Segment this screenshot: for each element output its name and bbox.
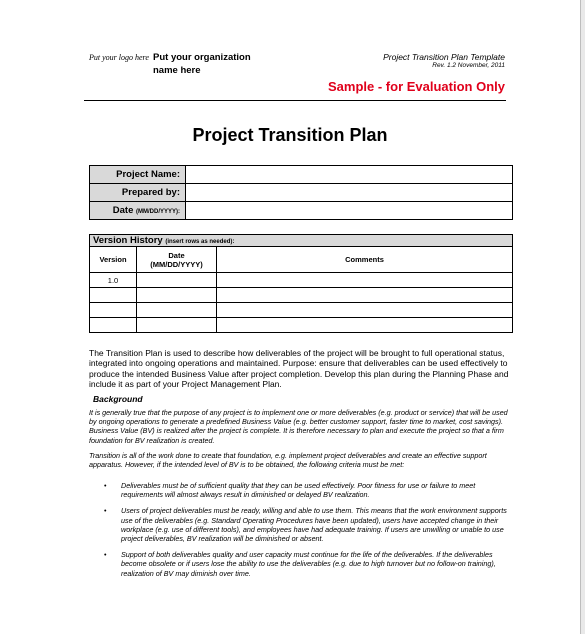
project-name-label: Project Name: <box>90 166 186 184</box>
column-header-comments: Comments <box>217 247 513 273</box>
version-history-heading-cell <box>90 235 513 247</box>
header-rule <box>84 100 506 101</box>
version-cell[interactable]: 1.0 <box>90 273 137 288</box>
table-row <box>90 184 513 202</box>
revision-label: Rev. 1.2 November, 2011 <box>432 62 505 69</box>
date-cell[interactable] <box>137 273 217 288</box>
bullet-icon: • <box>104 550 107 560</box>
version-history-note: (insert rows as needed): <box>165 239 235 245</box>
version-cell[interactable] <box>90 288 137 303</box>
table-row <box>90 273 513 288</box>
bullet-icon: • <box>104 506 107 516</box>
table-row <box>90 166 513 184</box>
list-item-text: Support of both deliverables quality and user capacity must continue for the life of the deliverables. If the deliverables become obsolete or if users lose the ability to use the deliverables (e.g. due to high turnover but no follow-on training), realization of BV may diminish over time. <box>121 550 496 578</box>
list-item <box>104 506 509 543</box>
list-item <box>104 550 509 578</box>
version-history-table <box>89 234 513 333</box>
date-cell[interactable] <box>137 303 217 318</box>
project-info-table <box>89 165 513 220</box>
list-item-text: Users of project deliverables must be ready, willing and able to use them. This means that the work environment supports use of the deliverables (e.g. Standard Operating Procedures have been updated), users have accepted change in their workplace (e.g. use of different tools), and employees have had adequate training. If users are unwilling or unable to use project deliverables, BV realization will be diminished or absent. <box>121 506 507 544</box>
date-field[interactable] <box>186 202 513 220</box>
organization-name-placeholder: Put your organization name here <box>153 52 251 76</box>
sample-banner: Sample - for Evaluation Only <box>328 79 505 94</box>
project-name-field[interactable] <box>186 166 513 184</box>
table-row <box>90 288 513 303</box>
table-row <box>90 202 513 220</box>
date-label: Date <box>112 205 134 216</box>
page-title: Project Transition Plan <box>192 125 388 145</box>
prepared-by-field[interactable] <box>186 184 513 202</box>
intro-paragraph: The Transition Plan is used to describe how deliverables of the project will be brought to full operational status, integrated into ongoing operations and maintained. Purpose: ensure that deliverables can be used effectively to produce the intended Business Value after project completion. Develop this plan during the Planning Phase and include it as part of your Project Management Plan. <box>89 348 509 389</box>
background-paragraph-1: It is generally true that the purpose of any project is to implement one or more deliverables (e.g. product or service) that will be used by ongoing operations to generate a predefined Business Value (e.g. better customer support, faster time to market, cost savings). Business Value (BV) is realized after the project is complete. It is therefore necessary to plan and execute the project so that a firm foundation for BV realization is created. <box>89 408 508 445</box>
date-format-label: (MM/DD/YYYY): <box>136 209 180 215</box>
version-history-heading: Version History <box>93 235 163 246</box>
date-label-cell <box>90 202 186 220</box>
list-item-text: Deliverables must be of sufficient quality that they can be used effectively. Poor fitness for use or failure to meet requirements will almost always result in diminished or delayed BV realization. <box>121 481 476 500</box>
version-cell[interactable] <box>90 318 137 333</box>
background-heading: Background <box>93 394 143 404</box>
table-row <box>90 303 513 318</box>
comments-cell[interactable] <box>217 318 513 333</box>
table-row <box>90 235 513 247</box>
bullet-icon: • <box>104 481 107 490</box>
column-header-version: Version <box>90 247 137 273</box>
criteria-list <box>104 481 509 585</box>
column-header-date: Date (MM/DD/YYYY) <box>137 247 217 273</box>
date-cell[interactable] <box>137 288 217 303</box>
comments-cell[interactable] <box>217 288 513 303</box>
version-cell[interactable] <box>90 303 137 318</box>
date-cell[interactable] <box>137 318 217 333</box>
comments-cell[interactable] <box>217 303 513 318</box>
list-item <box>104 481 509 499</box>
prepared-by-label: Prepared by: <box>90 184 186 202</box>
comments-cell[interactable] <box>217 273 513 288</box>
logo-placeholder: Put your logo here <box>89 53 149 62</box>
table-row <box>90 318 513 333</box>
template-title: Project Transition Plan Template <box>383 52 505 62</box>
background-paragraph-2: Transition is all of the work done to create that foundation, e.g. implement project deliverables and create an effective support apparatus. However, if the intended level of BV is to be obtained, the following criteria must be met: <box>89 451 487 470</box>
table-row <box>90 247 513 273</box>
